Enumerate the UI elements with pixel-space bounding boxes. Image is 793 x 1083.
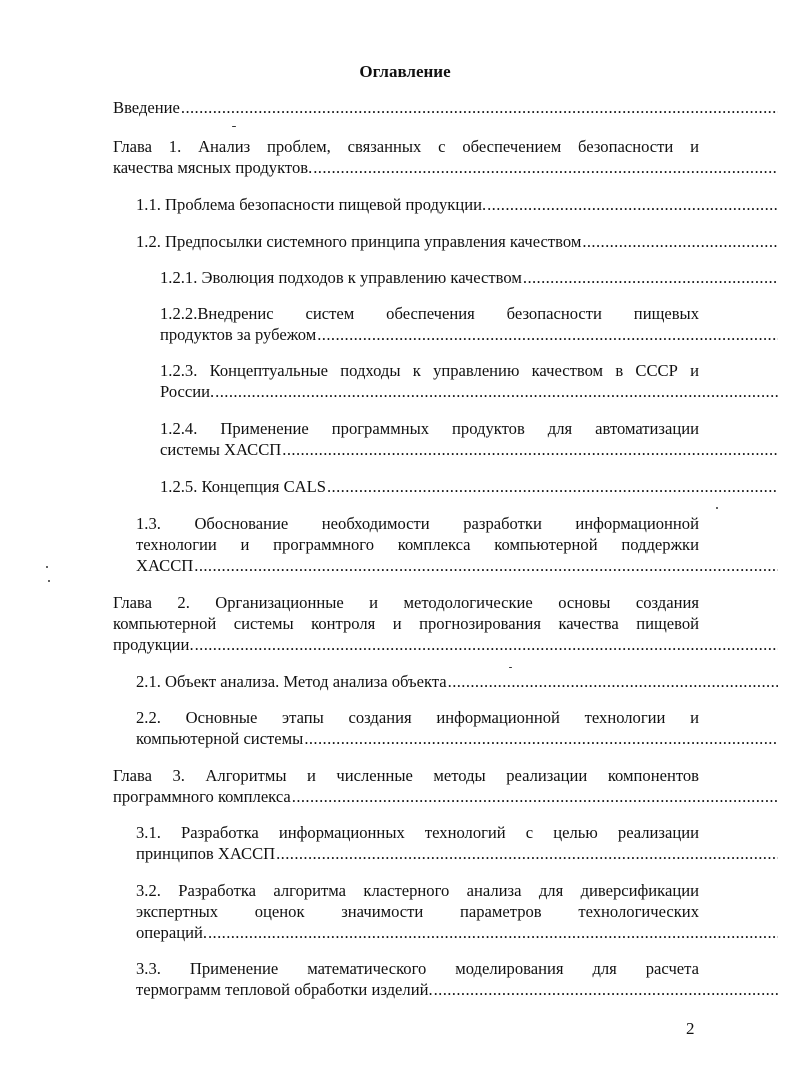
toc-entry-1-1 <box>136 194 778 215</box>
dot-leader <box>194 555 778 576</box>
entry-line: 3.2. Разработка алгоритма кластерного анализа для диверсификации <box>136 881 699 900</box>
scan-speck <box>46 566 48 568</box>
entry-line: Глава 3. Алгоритмы и численные методы реализации компонентов <box>113 766 699 785</box>
entry-text: России. <box>160 382 215 401</box>
dot-leader <box>215 381 778 402</box>
entry-text: системы ХАССП <box>160 440 282 459</box>
dot-leader <box>448 671 778 692</box>
entry-text: 1.1. Проблема безопасности пищевой продукции. <box>136 195 487 214</box>
toc-entry-1-2-1 <box>160 267 778 288</box>
entry-line: Глава 2. Организационные и методологические основы создания <box>113 593 699 612</box>
entry-line: технологии и программного комплекса компьютерной поддержки <box>136 535 699 554</box>
toc-entry-chapter-1 <box>113 136 778 178</box>
dot-leader <box>304 728 778 749</box>
entry-text: Введение <box>113 98 180 117</box>
entry-text: 2.1. Объект анализа. Метод анализа объекта <box>136 672 447 691</box>
entry-line: 3.1. Разработка информационных технологий с целью реализации <box>136 823 699 842</box>
entry-line: 1.3. Обоснование необходимости разработки информационной <box>136 514 699 533</box>
toc-entry-2-1 <box>136 671 778 692</box>
dot-leader <box>523 267 778 288</box>
scan-speck <box>48 580 50 582</box>
entry-text: компьютерной системы <box>136 729 304 748</box>
toc-entry-1-2 <box>136 231 778 252</box>
entry-line: 2.2. Основные этапы создания информационной технологии и <box>136 708 699 727</box>
dot-leader <box>282 439 778 460</box>
toc-entry-1-2-2 <box>160 303 778 345</box>
toc-entry-1-2-3 <box>160 360 778 402</box>
toc-entry-3-1 <box>136 822 778 864</box>
toc-entry-3-3 <box>136 958 778 1000</box>
entry-text: ХАССП <box>136 556 194 575</box>
entry-line: экспертных оценок значимости параметров технологических <box>136 902 699 921</box>
dot-leader <box>208 922 778 943</box>
entry-line: 1.2.4. Применение программных продуктов для автоматизации <box>160 419 699 438</box>
entry-text: продукции. <box>113 635 194 654</box>
entry-text: принципов ХАССП <box>136 844 276 863</box>
entry-text: программного комплекса <box>113 787 291 806</box>
toc-entry-1-2-5 <box>160 476 778 497</box>
toc-entry-introduction <box>113 97 778 118</box>
entry-line: 3.3. Применение математического моделирования для расчета <box>136 959 699 978</box>
entry-text: 1.2.5. Концепция CALS <box>160 477 326 496</box>
toc-entry-1-3 <box>136 513 778 576</box>
entry-text: продуктов за рубежом <box>160 325 317 344</box>
page-number: 2 <box>686 1019 695 1038</box>
entry-line: 1.2.2.Внедренис систем обеспечения безопасности пищевых <box>160 304 699 323</box>
entry-text: 1.2.1. Эволюция подходов к управлению качеством <box>160 268 522 287</box>
toc-entry-chapter-3 <box>113 765 778 807</box>
dot-leader <box>276 843 778 864</box>
entry-text: качества мясных продуктов. <box>113 158 313 177</box>
scan-speck <box>509 667 512 668</box>
toc-entry-chapter-2 <box>113 592 778 655</box>
entry-text: термограмм тепловой обработки изделий. <box>136 980 433 999</box>
dot-leader <box>327 476 778 497</box>
dot-leader <box>195 634 778 655</box>
toc-title: Оглавление <box>359 62 451 81</box>
dot-leader <box>181 97 778 118</box>
toc-entry-3-2 <box>136 880 778 943</box>
dot-leader <box>434 979 778 1000</box>
entry-line: 1.2.3. Концептуальные подходы к управлению качеством в СССР и <box>160 361 699 380</box>
scan-speck <box>716 507 718 509</box>
toc-entry-1-2-4 <box>160 418 778 460</box>
dot-leader <box>317 324 778 345</box>
dot-leader <box>487 194 778 215</box>
dot-leader <box>292 786 778 807</box>
entry-text: операций. <box>136 923 207 942</box>
entry-line: компьютерной системы контроля и прогнозирования качества пищевой <box>113 614 699 633</box>
entry-line: Глава 1. Анализ проблем, связанных с обеспечением безопасности и <box>113 137 699 156</box>
dot-leader <box>313 157 778 178</box>
scan-speck <box>232 126 236 127</box>
toc-entry-2-2 <box>136 707 778 749</box>
dot-leader <box>582 231 778 252</box>
entry-text: 1.2. Предпосылки системного принципа управления качеством <box>136 232 582 251</box>
